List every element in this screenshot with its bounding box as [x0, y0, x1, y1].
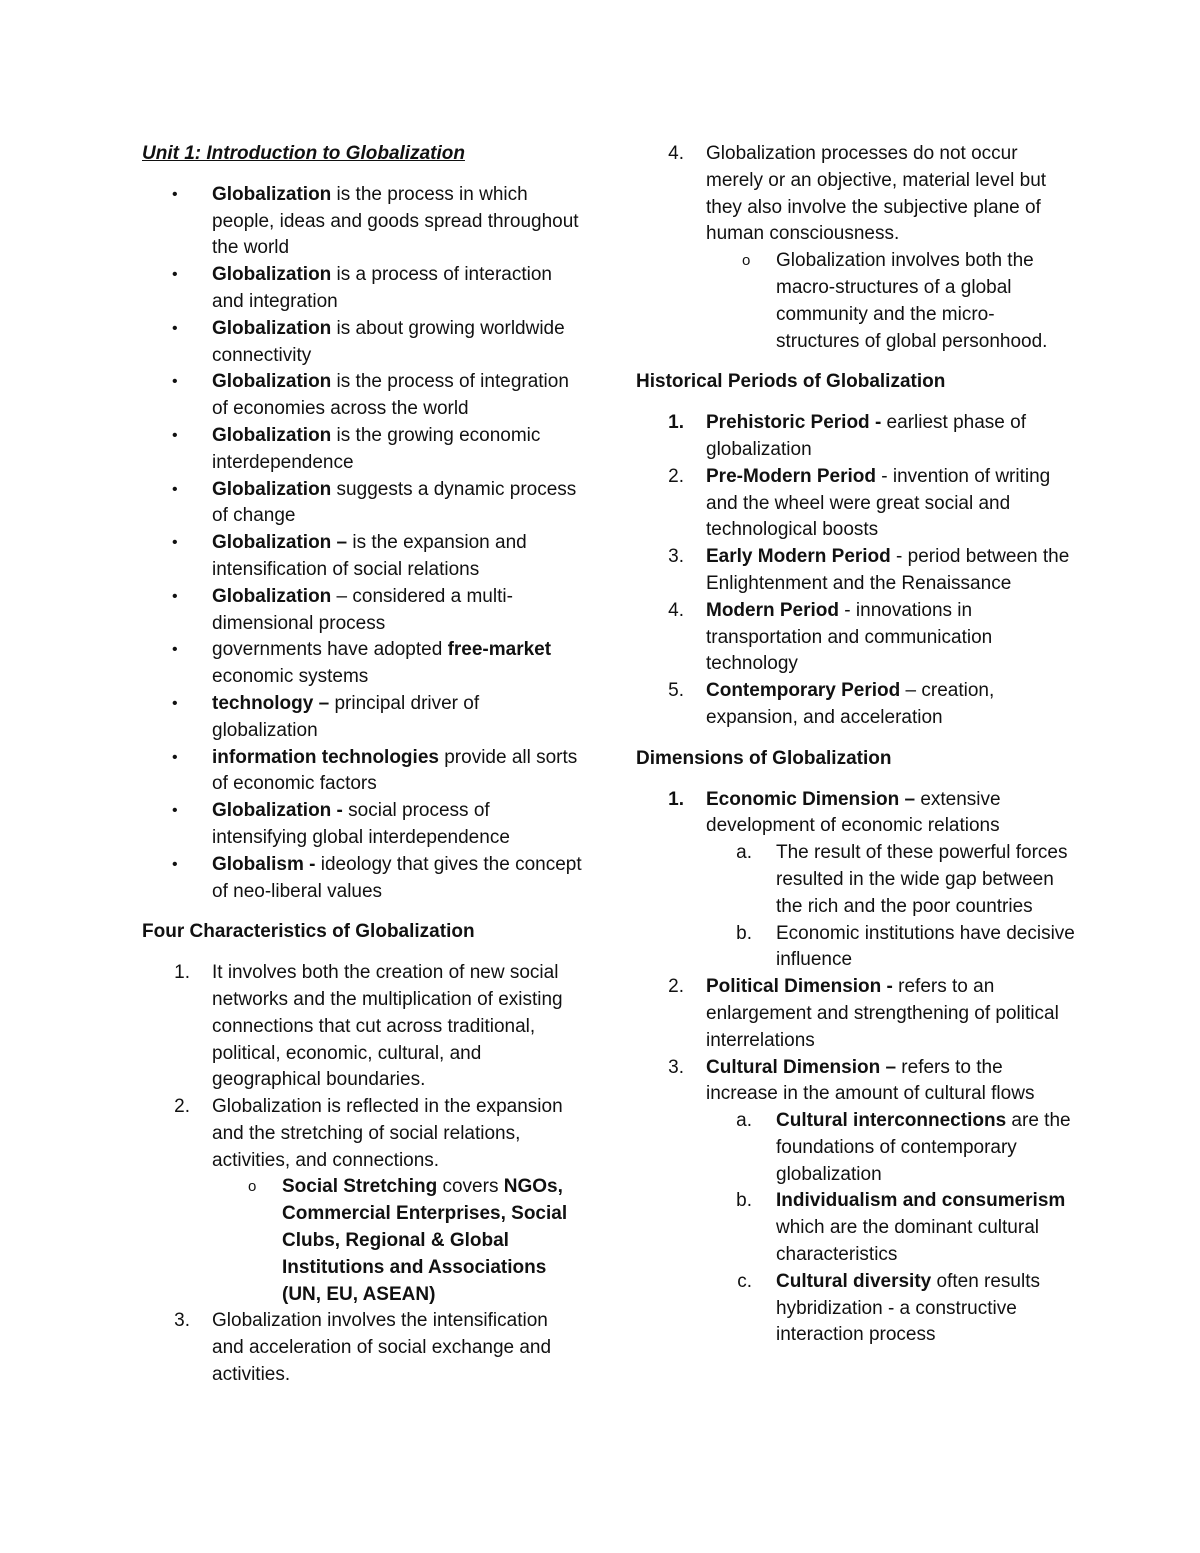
bullet-icon: • [172, 855, 178, 873]
list-letter: b. [736, 1190, 752, 1212]
list-number: 2. [668, 465, 684, 487]
list-number: 3. [668, 1056, 684, 1078]
list-item: • Globalization – is the expansion and intensification of social relations [172, 532, 527, 580]
unit-title: Unit 1: Introduction to Globalization [142, 143, 465, 164]
bullet-icon: • [172, 426, 178, 444]
sub-list-item: a. Cultural interconnections are the foundations of contemporary globalization [636, 1108, 1076, 1188]
list-item: • Globalization suggests a dynamic process of change [172, 478, 577, 527]
bullet-icon: • [172, 319, 178, 337]
sub-bullet-icon: o [248, 1178, 257, 1196]
list-number: 1. [668, 788, 684, 810]
list-letter: a. [736, 842, 752, 864]
list-item: 2. Pre-Modern Period - invention of writing and the wheel were great social and technological boosts [636, 464, 1076, 544]
sub-list-item: c. Cultural diversity often results hybridization - a constructive interaction process [636, 1269, 1076, 1349]
list-item: • Globalization - social process of intensifying global interdependence [172, 800, 510, 848]
bullet-icon: • [172, 185, 178, 203]
section-heading-periods: Historical Periods of Globalization [636, 371, 946, 393]
sub-list-item: b. Economic institutions have decisive influence [636, 921, 1076, 975]
list-number: 3. [668, 546, 684, 568]
list-item: • Globalism - ideology that gives the concept of neo-liberal values [172, 853, 582, 902]
sub-list-item: o Social Stretching covers NGOs, Commercial Enterprises, Social Clubs, Regional & Global Institutions and Associations (UN, EU, ASEAN) [248, 1176, 568, 1305]
list-item: • Globalization is a process of interaction and integration [172, 264, 552, 312]
section-heading-characteristics: Four Characteristics of Globalization [142, 921, 475, 943]
list-item: 1. Economic Dimension – extensive development of economic relations [636, 787, 1076, 841]
list-item: • Globalization is the growing economic interdependence [172, 424, 541, 473]
bullet-icon: • [172, 534, 178, 552]
bullet-icon: • [172, 266, 178, 284]
bullet-icon: • [172, 641, 178, 659]
list-item: 3. Globalization involves the intensification and acceleration of social exchange and activities. [142, 1308, 582, 1388]
list-letter: c. [737, 1270, 752, 1292]
bullet-icon: • [172, 748, 178, 766]
right-column [636, 141, 1076, 1349]
list-item: 2. Political Dimension - refers to an enlargement and strengthening of political interrelations [636, 974, 1076, 1054]
list-item: • Globalization is about growing worldwide connectivity [172, 317, 565, 366]
bullet-icon: • [172, 802, 178, 820]
list-item: • technology – principal driver of globalization [172, 692, 480, 741]
list-item: 1. Prehistoric Period - earliest phase of globalization [636, 410, 1076, 464]
list-number: 5. [668, 680, 684, 702]
list-item: • Globalization – considered a multi-dimensional process [172, 585, 513, 634]
list-number: 3. [174, 1310, 190, 1332]
list-item: 3. Cultural Dimension – refers to the increase in the amount of cultural flows [636, 1055, 1076, 1109]
list-item: 1. It involves both the creation of new social networks and the multiplication of existing connections that cut across traditional, political, economic, cultural, and geographical boundaries. [142, 960, 582, 1094]
list-item: 4. Globalization processes do not occur merely or an objective, material level but they also involve the subjective plane of human consciousness. [636, 141, 1076, 248]
list-item: • governments have adopted free-market economic systems [172, 639, 552, 688]
list-item: • information technologies provide all sorts of economic factors [172, 746, 578, 795]
bullet-icon: • [172, 373, 178, 391]
dimensions-list [636, 787, 1076, 1350]
list-item: 5. Contemporary Period – creation, expansion, and acceleration [636, 678, 1076, 732]
list-item: • Globalization is the process in which people, ideas and goods spread throughout the world [172, 183, 579, 259]
list-item: 3. Early Modern Period - period between the Enlightenment and the Renaissance [636, 544, 1076, 598]
list-number: 1. [174, 962, 190, 984]
sub-list-item: o Globalization involves both the macro-structures of a global community and the micro-structures of global personhood. [742, 250, 1048, 352]
definition-list [142, 182, 582, 906]
list-letter: b. [736, 922, 752, 944]
bullet-icon: • [172, 587, 178, 605]
sub-list-item: b. Individualism and consumerism which are the dominant cultural characteristics [636, 1188, 1076, 1268]
bullet-icon: • [172, 480, 178, 498]
left-column [142, 141, 582, 1389]
list-number: 1. [668, 412, 684, 434]
bullet-icon: • [172, 694, 178, 712]
periods-list [636, 410, 1076, 732]
list-item: 4. Modern Period - innovations in transportation and communication technology [636, 598, 1076, 678]
sub-bullet-icon: o [742, 252, 751, 270]
section-heading-dimensions: Dimensions of Globalization [636, 747, 892, 769]
list-number: 4. [668, 143, 684, 164]
list-item: • Globalization is the process of integration of economies across the world [172, 371, 569, 420]
list-letter: a. [736, 1110, 752, 1132]
list-number: 2. [174, 1096, 190, 1118]
list-number: 2. [668, 976, 684, 998]
list-number: 4. [668, 599, 684, 621]
list-item: 2. Globalization is reflected in the expansion and the stretching of social relations, activities, and connections. [142, 1094, 582, 1174]
sub-list-item: a. The result of these powerful forces resulted in the wide gap between the rich and the poor countries [636, 840, 1076, 920]
characteristics-list [142, 960, 582, 1389]
